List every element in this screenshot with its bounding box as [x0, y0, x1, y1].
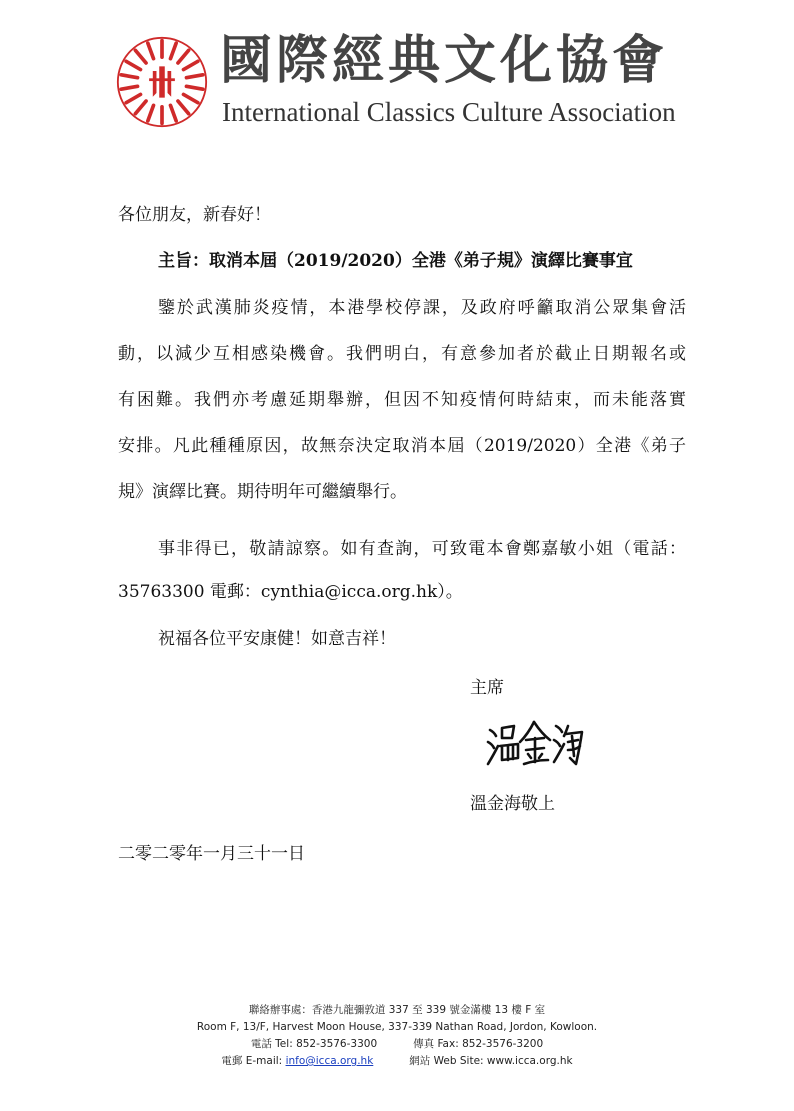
org-name-chinese: 國際經典文化協會 — [220, 31, 669, 91]
paragraph-1-line-4: 安排。凡此種種原因，故無奈決定取消本屆（2019/2020）全港《弟子 — [118, 436, 686, 456]
footer-contact — [0, 1053, 794, 1069]
footer-email-link[interactable]: info@icca.org.hk — [285, 1055, 374, 1067]
signoff: 溫金海敬上 — [470, 794, 555, 814]
paragraph-2-line-2: 35763300 電郵：cynthia@icca.org.hk）。 — [118, 582, 463, 602]
footer-fax: 傳真 Fax: 852-3576-3200 — [413, 1038, 544, 1050]
footer-phone-fax — [0, 1036, 794, 1052]
paragraph-1-line-5: 規》演繹比賽。期待明年可繼續舉行。 — [118, 482, 407, 502]
signatory-role: 主席 — [470, 678, 504, 698]
seal-logo-icon — [116, 36, 208, 128]
paragraph-2-line-1: 事非得已，敬請諒察。如有查詢，可致電本會鄭嘉敏小姐（電話： — [158, 539, 686, 559]
blessing: 祝福各位平安康健！如意吉祥！ — [158, 629, 396, 649]
footer-tel: 電話 Tel: 852-3576-3300 — [250, 1038, 378, 1050]
paragraph-1-line-3: 有困難。我們亦考慮延期舉辦，但因不知疫情何時結束，而未能落實 — [118, 390, 686, 410]
org-name-english: International Classics Culture Association — [222, 97, 676, 127]
footer-address-chinese: 聯絡辦事處：香港九龍彌敦道 337 至 339 號金滿樓 13 樓 F 室 — [248, 1004, 546, 1016]
greeting: 各位朋友，新春好！ — [118, 205, 271, 225]
paragraph-1-line-1: 鑒於武漢肺炎疫情，本港學校停課，及政府呼籲取消公眾集會活 — [158, 298, 686, 318]
paragraph-1-line-2: 動，以減少互相感染機會。我們明白，有意參加者於截止日期報名或 — [118, 344, 686, 364]
footer-email-label: 電郵 E-mail: — [221, 1055, 283, 1067]
handwritten-signature-icon — [484, 716, 588, 772]
footer-address-english: Room F, 13/F, Harvest Moon House, 337-339 Nathan Road, Jordon, Kowloon. — [196, 1021, 598, 1033]
subject-line: 主旨：取消本屆（2019/2020）全港《弟子規》演繹比賽事宜 — [158, 251, 633, 271]
letter-date: 二零二零年一月三十一日 — [118, 844, 305, 864]
letterhead — [116, 30, 686, 130]
footer-website: 網站 Web Site: www.icca.org.hk — [409, 1055, 573, 1067]
